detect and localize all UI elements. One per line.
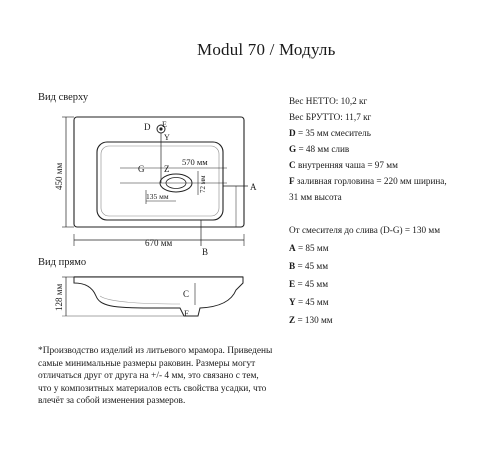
- dim-drain-offset: 135 мм: [146, 192, 169, 201]
- spec-g: [289, 143, 349, 155]
- distance-value: = 45 мм: [295, 261, 329, 271]
- front-view-drawing: [54, 277, 243, 318]
- spec-d: [289, 127, 371, 139]
- distances-intro: От смесителя до слива (D-G) = 130 мм: [289, 225, 441, 235]
- spec-d-text: = 35 мм смеситель: [295, 128, 371, 138]
- distance-value: = 130 мм: [295, 315, 333, 325]
- spec-gross-weight: Вес БРУТТО: 11,7 кг: [289, 112, 372, 122]
- distance-key: E: [289, 279, 296, 289]
- label-z: Z: [164, 164, 170, 174]
- label-g: G: [138, 164, 145, 174]
- spec-c-text: внутренняя чаша = 97 мм: [295, 160, 398, 170]
- dim-bowl-depth: 72 мм: [199, 175, 207, 193]
- distance-row-z: [289, 314, 333, 326]
- spec-c: [289, 159, 398, 171]
- distance-row-e: [289, 278, 328, 290]
- page-title: Modul 70 / Модуль: [197, 40, 336, 59]
- spec-g-text: = 48 мм слив: [296, 144, 350, 154]
- dim-overall-height: 450 мм: [54, 162, 64, 190]
- distance-row-a: [289, 242, 329, 254]
- footnote-line: отличаться друг от друга на +/- 4 мм, это связано с тем,: [38, 371, 259, 382]
- distance-key: B: [289, 261, 296, 271]
- label-d: D: [144, 122, 151, 132]
- distance-row-y: [289, 296, 329, 308]
- label-c: C: [183, 289, 190, 299]
- bowl-profile: [74, 277, 243, 316]
- spec-net-weight: Вес НЕТТО: 10,2 кг: [289, 96, 368, 106]
- spec-f-line2: 31 мм высота: [289, 192, 342, 202]
- footnote-line: что у композитных материалов есть свойства усадки, что: [38, 383, 267, 394]
- top-view-drawing: [54, 117, 257, 257]
- spec-d-key: D: [289, 128, 296, 138]
- spec-f-text: заливная горловина = 220 мм ширина,: [294, 176, 447, 186]
- footnote-line: самые минимальные размеры раковин. Размеры могут: [38, 358, 256, 369]
- dim-front-height: 128 мм: [54, 283, 64, 311]
- spec-f: [289, 175, 447, 187]
- label-b: B: [202, 247, 209, 257]
- distance-value: = 85 мм: [295, 243, 329, 253]
- distance-key: Z: [289, 315, 296, 325]
- dim-bowl-width: 570 мм: [182, 157, 208, 167]
- spec-g-key: G: [289, 144, 297, 154]
- dim-overall-width: 670 мм: [145, 238, 173, 248]
- footnote-line: *Производство изделий из литьевого мрамора. Приведены: [38, 346, 273, 356]
- spec-c-key: C: [289, 160, 296, 170]
- footnote: [38, 345, 338, 408]
- label-y: Y: [164, 133, 170, 142]
- distance-row-b: [289, 260, 328, 272]
- distance-key: Y: [289, 297, 296, 307]
- top-view-label: Вид сверху: [38, 92, 89, 103]
- distance-key: A: [289, 243, 296, 253]
- label-f: F: [184, 308, 189, 318]
- front-view-label: Вид прямо: [38, 257, 87, 268]
- distance-value: = 45 мм: [295, 279, 329, 289]
- label-a: A: [250, 182, 257, 192]
- spec-f-key: F: [289, 176, 295, 186]
- footnote-line: влечёт за собой изменения размеров.: [38, 396, 186, 407]
- distance-value: = 45 мм: [295, 297, 329, 307]
- label-e: E: [162, 120, 167, 129]
